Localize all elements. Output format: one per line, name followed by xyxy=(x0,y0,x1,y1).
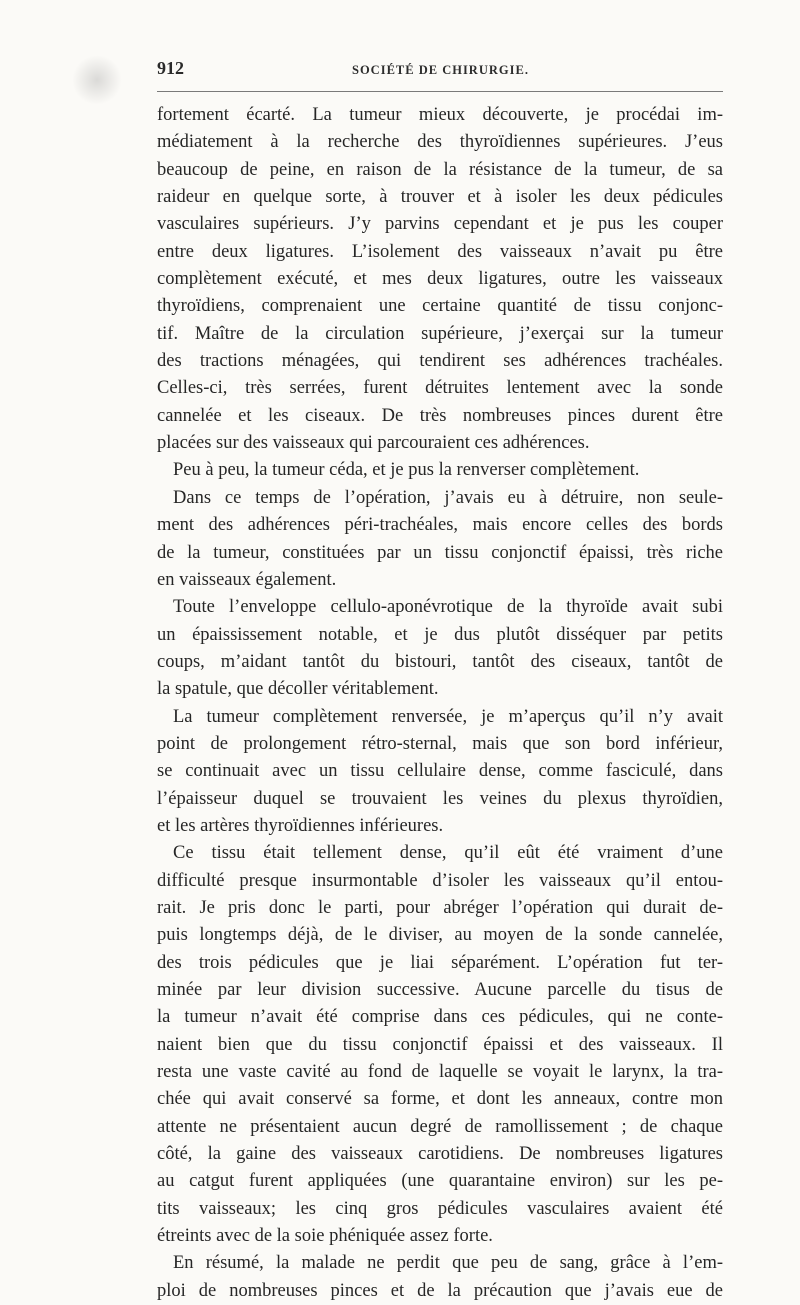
text-line: ment des adhérences péri-trachéales, mais encore celles des bords xyxy=(157,515,723,536)
text-line: La tumeur complètement renversée, je m’aperçus qu’il n’y avait xyxy=(173,706,723,727)
text-line: l’épaisseur duquel se trouvaient les veines du plexus thyroïdien, xyxy=(157,788,723,809)
text-line: cannelée et les ciseaux. De très nombreuses pinces durent être xyxy=(157,405,723,426)
text-line: vasculaires supérieurs. J’y parvins cependant et je pus les couper xyxy=(157,214,723,235)
text-line: difficulté presque insurmontable d’isoler les vaisseaux qu’il entou- xyxy=(157,870,723,891)
text-line: Peu à peu, la tumeur céda, et je pus la renverser complètement. xyxy=(173,460,640,481)
page-header xyxy=(157,58,723,88)
text-line: attente ne présentaient aucun degré de ramollissement ; de chaque xyxy=(157,1116,723,1137)
text-line: coups, m’aidant tantôt du bistouri, tantôt des ciseaux, tantôt de xyxy=(157,651,723,672)
text-line: un épaississement notable, et je dus plutôt disséquer par petits xyxy=(157,624,723,645)
page-stain xyxy=(72,55,122,105)
text-line: complètement exécuté, et mes deux ligatures, outre les vaisseaux xyxy=(157,269,723,290)
text-line: côté, la gaine des vaisseaux carotidiens. De nombreuses ligatures xyxy=(157,1144,723,1165)
text-line: En résumé, la malade ne perdit que peu de sang, grâce à l’em- xyxy=(173,1253,723,1274)
text-line: Ce tissu était tellement dense, qu’il eût été vraiment d’une xyxy=(173,843,723,864)
text-line: fortement écarté. La tumeur mieux découverte, je procédai im- xyxy=(157,105,723,125)
text-line: thyroïdiens, comprenaient une certaine quantité de tissu conjonc- xyxy=(157,296,723,317)
text-line: et les artères thyroïdiennes inférieures. xyxy=(157,815,444,836)
text-line: étreints avec de la soie phéniquée assez forte. xyxy=(157,1226,493,1247)
text-line: Celles-ci, très serrées, furent détruites lentement avec la sonde xyxy=(157,378,723,399)
text-line: placées sur des vaisseaux qui parcouraient ces adhérences. xyxy=(157,433,590,454)
text-line: de la tumeur, constituées par un tissu conjonctif épaissi, très riche xyxy=(157,542,723,563)
text-line: se continuait avec un tissu cellulaire dense, comme fasciculé, dans xyxy=(157,761,723,782)
text-line: tits vaisseaux; les cinq gros pédicules vasculaires avaient été xyxy=(157,1198,723,1219)
text-line: resta une vaste cavité au fond de laquelle se voyait le larynx, la tra- xyxy=(157,1062,723,1083)
header-rule xyxy=(157,91,723,92)
text-line: au catgut furent appliquées (une quarantaine environ) sur les pe- xyxy=(157,1171,723,1192)
text-line: la tumeur n’avait été comprise dans ces pédicules, qui ne conte- xyxy=(157,1007,723,1028)
text-line: naient bien que du tissu conjonctif épaissi et des vaisseaux. Il xyxy=(157,1034,723,1055)
text-line: des trois pédicules que je liai séparément. L’opération fut ter- xyxy=(157,952,723,973)
page-number: 912 xyxy=(157,58,184,78)
text-line: beaucoup de peine, en raison de la résistance de la tumeur, de sa xyxy=(157,159,723,180)
text-line: point de prolongement rétro-sternal, mais que son bord inférieur, xyxy=(157,733,723,754)
text-line: rait. Je pris donc le parti, pour abréger l’opération qui durait de- xyxy=(157,897,723,918)
text-line: Toute l’enveloppe cellulo-aponévrotique de la thyroïde avait subi xyxy=(173,597,723,618)
text-line: Dans ce temps de l’opération, j’avais eu à détruire, non seule- xyxy=(173,487,723,508)
text-line: la spatule, que décoller véritablement. xyxy=(157,679,439,700)
text-line: raideur en quelque sorte, à trouver et à isoler les deux pédicules xyxy=(157,187,723,208)
text-line: en vaisseaux également. xyxy=(157,569,337,590)
text-line: chée qui avait conservé sa forme, et dont les anneaux, contre mon xyxy=(157,1089,723,1110)
body-text xyxy=(157,102,723,1305)
text-line: des tractions ménagées, qui tendirent ses adhérences trachéales. xyxy=(157,351,723,372)
text-line: entre deux ligatures. L’isolement des vaisseaux n’avait pu être xyxy=(157,241,723,262)
text-line: ploi de nombreuses pinces et de la précaution que j’avais eue de xyxy=(157,1280,723,1301)
text-line: puis longtemps déjà, de le diviser, au moyen de la sonde cannelée, xyxy=(157,925,723,946)
text-line: médiatement à la recherche des thyroïdiennes supérieures. J’eus xyxy=(157,132,723,153)
text-line: tif. Maître de la circulation supérieure, j’exerçai sur la tumeur xyxy=(157,323,723,344)
running-head: SOCIÉTÉ DE CHIRURGIE. xyxy=(352,63,529,77)
text-line: minée par leur division successive. Aucune parcelle du tisus de xyxy=(157,980,723,1000)
